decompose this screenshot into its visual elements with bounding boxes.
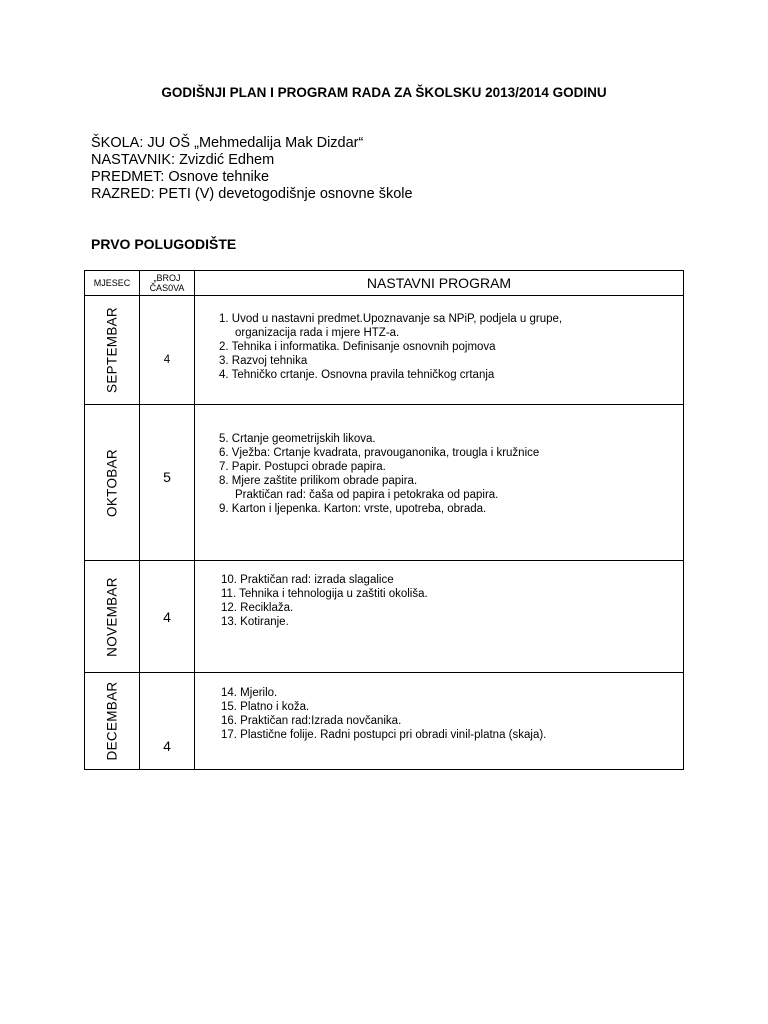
program-item: 15. Platno i koža. xyxy=(221,701,310,713)
program-item: 17. Plastične folije. Radni postupci pri obradi vinil-platna (skaja). xyxy=(221,729,547,741)
program-item: 1. Uvod u nastavni predmet.Upoznavanje sa NPiP, podjela u grupe, xyxy=(219,313,563,325)
subject-value: Osnove tehnike xyxy=(168,169,270,185)
program-cell xyxy=(195,561,684,673)
subject-label: PREDMET: xyxy=(91,169,165,185)
info-block xyxy=(91,135,413,203)
month-label: OKTOBAR xyxy=(104,448,120,517)
program-cell xyxy=(195,296,684,405)
program-item: 4. Tehničko crtanje. Osnovna pravila tehničkog crtanja xyxy=(219,369,495,381)
program-item: 14. Mjerilo. xyxy=(221,687,278,699)
subject-row xyxy=(91,169,413,186)
school-row xyxy=(91,135,413,152)
program-item: 11. Tehnika i tehnologija u zaštiti okoliša. xyxy=(221,588,428,600)
hours-cell xyxy=(140,296,195,405)
program-item: Praktičan rad: čaša od papira i petokraka od papira. xyxy=(235,489,499,501)
program-item: 3. Razvoj tehnika xyxy=(219,355,308,367)
header-month: MJESEC xyxy=(85,271,140,296)
hours-cell xyxy=(140,673,195,770)
program-item: 2. Tehnika i informatika. Definisanje osnovnih pojmova xyxy=(219,341,496,353)
program-list xyxy=(195,296,683,382)
program-item: 12. Reciklaža. xyxy=(221,602,294,614)
plan-table xyxy=(84,270,684,770)
program-cell xyxy=(195,405,684,561)
header-program: NASTAVNI PROGRAM xyxy=(195,271,684,296)
program-item: 7. Papir. Postupci obrade papira. xyxy=(219,461,386,473)
program-item: 8. Mjere zaštite prilikom obrade papira. xyxy=(219,475,418,487)
grade-row xyxy=(91,186,413,203)
table-row xyxy=(85,296,684,405)
month-cell xyxy=(85,673,140,770)
month-cell xyxy=(85,405,140,561)
table-row xyxy=(85,673,684,770)
table-row xyxy=(85,405,684,561)
program-item: 10. Praktičan rad: izrada slagalice xyxy=(221,574,394,586)
program-cell xyxy=(195,673,684,770)
grade-label: RAZRED: xyxy=(91,186,155,202)
hours-cell xyxy=(140,405,195,561)
document-title: GODIŠNJI PLAN I PROGRAM RADA ZA ŠKOLSKU 2013/2014 GODINU xyxy=(161,85,607,100)
program-item: organizacija rada i mjere HTZ-a. xyxy=(235,327,400,339)
month-label: NOVEMBAR xyxy=(104,576,120,657)
month-cell xyxy=(85,296,140,405)
month-label: DECEMBAR xyxy=(104,681,120,761)
teacher-row xyxy=(91,152,413,169)
school-label: ŠKOLA: xyxy=(91,135,144,151)
hours-value: 4 xyxy=(163,609,171,625)
hours-value: 4 xyxy=(163,738,171,754)
program-list xyxy=(195,405,683,516)
program-item: 13. Kotiranje. xyxy=(221,616,289,628)
hours-cell xyxy=(140,561,195,673)
program-item: 6. Vježba: Crtanje kvadrata, pravouganonika, trougla i kružnice xyxy=(219,447,540,459)
header-hours-line2: ČAS0VA xyxy=(149,283,185,293)
school-value: JU OŠ „Mehmedalija Mak Dizdar“ xyxy=(147,135,364,151)
program-list xyxy=(195,673,683,742)
header-hours xyxy=(140,271,195,296)
table-row xyxy=(85,561,684,673)
program-item: 9. Karton i ljepenka. Karton: vrste, upotreba, obrada. xyxy=(219,503,487,515)
grade-value: PETI (V) devetogodišnje osnovne škole xyxy=(158,186,413,202)
section-title: PRVO POLUGODIŠTE xyxy=(91,236,237,252)
program-list xyxy=(195,561,683,629)
header-hours-line1: „BROJ xyxy=(153,273,181,283)
program-item: 5. Crtanje geometrijskih likova. xyxy=(219,433,376,445)
program-item: 16. Praktičan rad:Izrada novčanika. xyxy=(221,715,402,727)
hours-value: 4 xyxy=(163,354,171,366)
table-header-row xyxy=(85,271,684,296)
month-cell xyxy=(85,561,140,673)
month-label: SEPTEMBAR xyxy=(104,307,120,393)
teacher-value: Zvizdić Edhem xyxy=(179,152,275,168)
hours-value: 5 xyxy=(163,469,171,485)
teacher-label: NASTAVNIK: xyxy=(91,152,176,168)
